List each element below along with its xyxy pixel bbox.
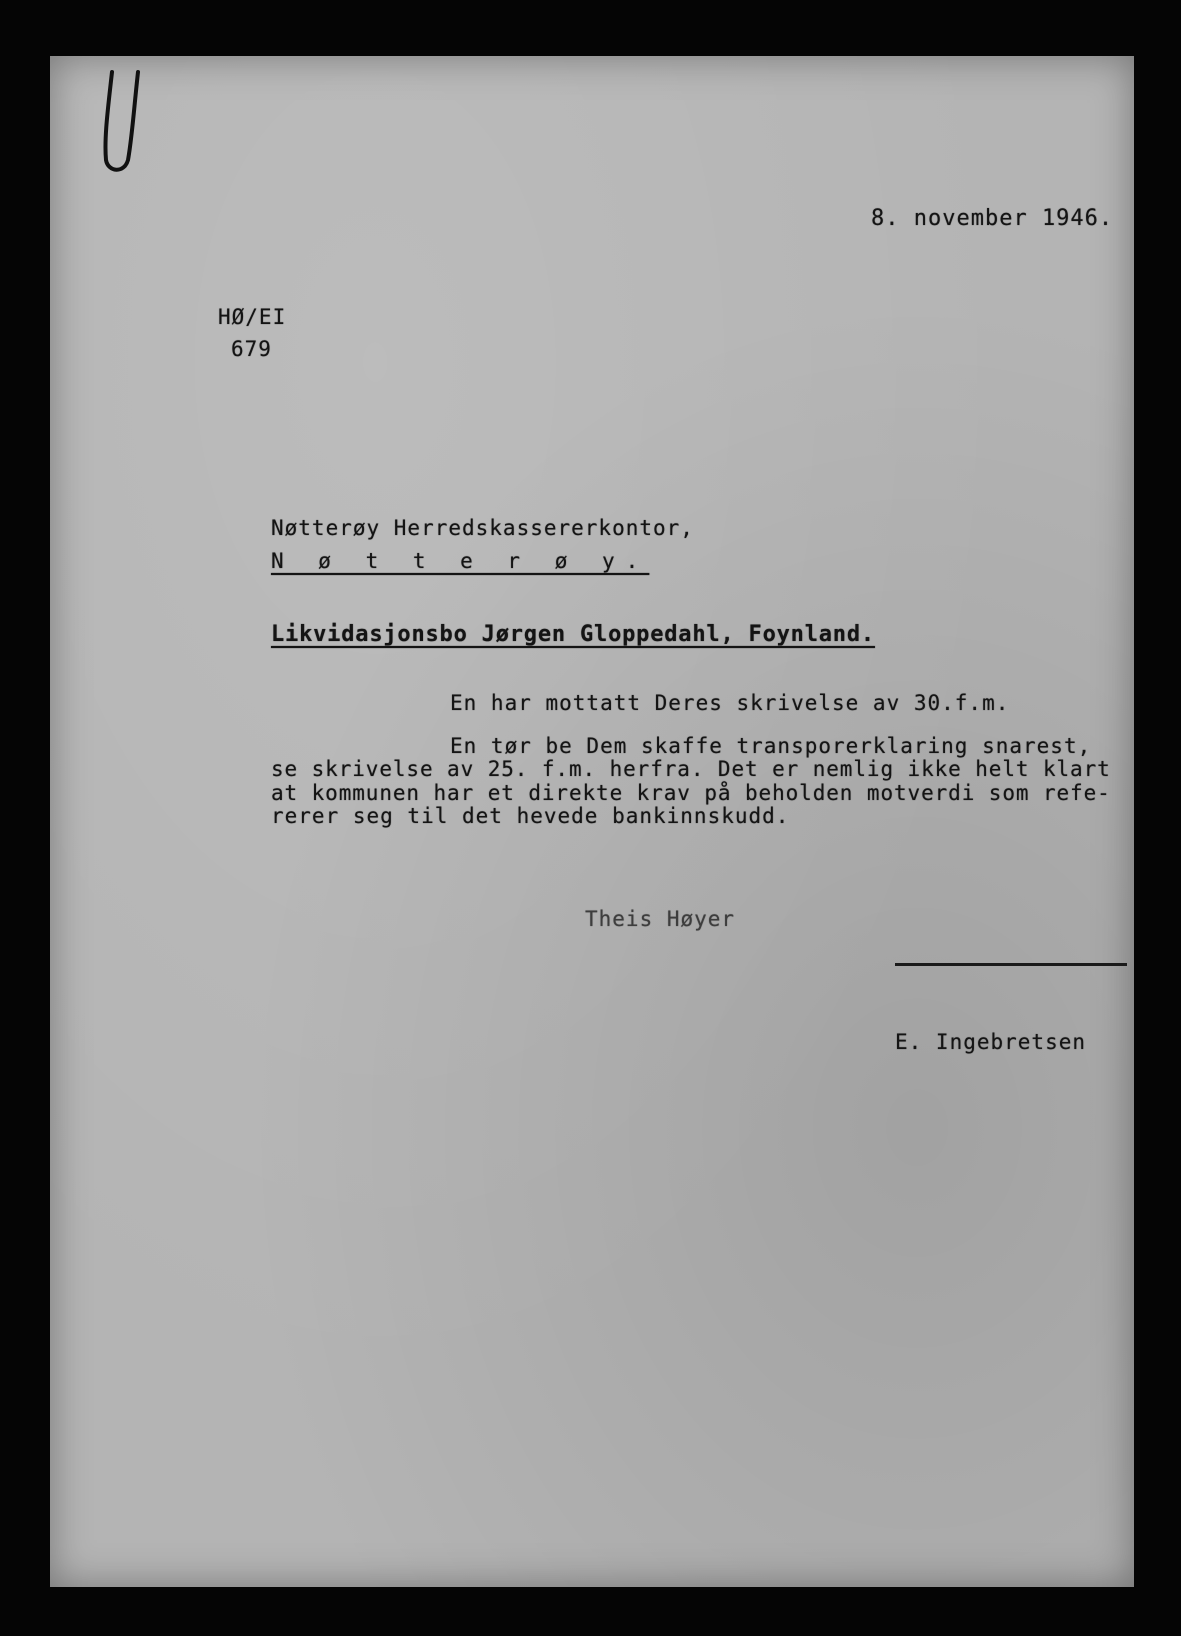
letter-date: 8. november 1946. xyxy=(871,206,1114,231)
body-line-5: rerer seg til det hevede bankinnskudd. xyxy=(271,804,790,828)
body-line-4: at kommunen har et direkte krav på beholden motverdi som refe- xyxy=(271,781,1111,805)
countersign-name: E. Ingebretsen xyxy=(895,1030,1087,1054)
signature-line xyxy=(895,963,1127,966)
reference-number: 679 xyxy=(231,337,272,361)
body-line-1: En har mottatt Deres skrivelse av 30.f.m. xyxy=(450,691,1010,715)
body-line-3: se skrivelse av 25. f.m. herfra. Det er nemlig ikke helt klart xyxy=(271,757,1111,781)
reference-code: HØ/EI xyxy=(218,305,287,329)
body-line-2: En tør be Dem skaffe transporerklaring snarest, xyxy=(450,734,1092,758)
recipient-name: Nøtterøy Herredskassererkontor, xyxy=(271,516,694,540)
signature-name: Theis Høyer xyxy=(585,907,736,931)
paper-clip-mark xyxy=(98,68,144,178)
recipient-location: N ø t t e r ø y. xyxy=(271,549,650,573)
letter-subject: Likvidasjonsbo Jørgen Gloppedahl, Foynland. xyxy=(271,622,875,647)
